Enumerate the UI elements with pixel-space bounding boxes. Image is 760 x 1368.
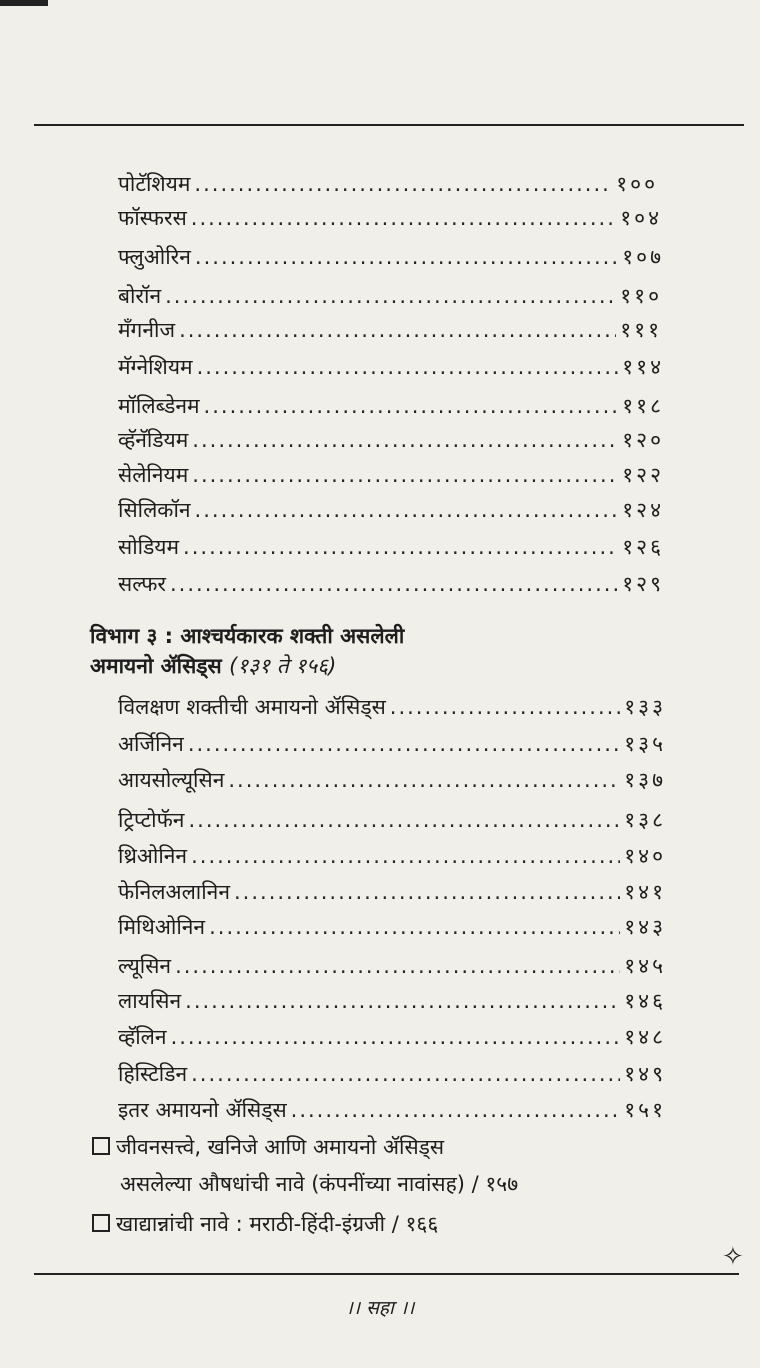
toc-entry <box>118 1023 666 1051</box>
toc-entry-title: फेनिलअलानिन <box>118 880 230 904</box>
leader-dots <box>197 353 619 381</box>
toc-entry <box>118 987 666 1015</box>
toc-entry <box>118 570 664 598</box>
toc-entry-title: मॉलिब्डेनम <box>118 394 200 418</box>
toc-entry <box>118 952 666 980</box>
section-heading-text: अमायनो ॲसिड्स <box>90 654 222 678</box>
toc-entry-page: १३५ <box>624 732 666 756</box>
star-ornament-icon: ✧ <box>722 1242 744 1272</box>
leader-dots <box>191 204 616 232</box>
toc-entry-title: विलक्षण शक्तीची अमायनो ॲसिड्स <box>118 695 386 719</box>
toc-entry <box>118 1096 666 1124</box>
toc-entry-title: थ्रिओनिन <box>118 844 188 868</box>
toc-entry-title: मँगनीज <box>118 318 176 342</box>
toc-entry <box>118 878 666 906</box>
appendix-item-text: जीवनसत्त्वे, खनिजे आणि अमायनो ॲसिड्स <box>116 1135 445 1159</box>
leader-dots <box>234 878 620 906</box>
toc-entry-title: सेलेनियम <box>118 463 189 487</box>
toc-entry <box>118 392 664 420</box>
appendix-item-medicines-line2: असलेल्या औषधांची नावे (कंपनींच्या नावांसह) / १५७ <box>120 1172 519 1196</box>
leader-dots <box>191 842 620 870</box>
toc-entry-title: अर्जिनिन <box>118 732 184 756</box>
toc-entry-title: मॅग्नेशियम <box>118 355 193 379</box>
toc-entry <box>118 461 664 489</box>
leader-dots <box>171 1023 621 1051</box>
toc-entry <box>118 243 664 271</box>
toc-entry-title: लायसिन <box>118 989 182 1013</box>
leader-dots <box>195 243 618 271</box>
toc-entry-page: ११४ <box>622 355 664 379</box>
toc-entry-page: १४३ <box>624 915 666 939</box>
toc-entry <box>118 913 666 941</box>
leader-dots <box>179 316 616 344</box>
appendix-item-food-names <box>92 1210 438 1238</box>
toc-entry <box>118 766 666 794</box>
leader-dots <box>228 766 620 794</box>
checkbox-square-icon <box>92 1137 110 1155</box>
appendix-item-text: खाद्यान्नांची नावे : मराठी-हिंदी-इंग्रजी / १६६ <box>116 1212 439 1236</box>
leader-dots <box>209 913 620 941</box>
toc-entry <box>118 730 666 758</box>
leader-dots <box>170 570 618 598</box>
toc-entry-title: सिलिकॉन <box>118 498 191 522</box>
toc-entry <box>118 170 658 198</box>
toc-entry-page: ११८ <box>622 394 664 418</box>
toc-entry <box>118 842 666 870</box>
toc-entry <box>118 533 664 561</box>
toc-entry-title: व्हॅलिन <box>118 1025 167 1049</box>
toc-entry-title: इतर अमायनो ॲसिड्स <box>118 1098 287 1122</box>
leader-dots <box>194 170 612 198</box>
toc-entry-page: १२२ <box>622 463 664 487</box>
toc-entry-title: मिथिओनिन <box>118 915 206 939</box>
toc-entry <box>118 282 662 310</box>
leader-dots <box>192 426 618 454</box>
leader-dots <box>188 730 620 758</box>
toc-entry-title: आयसोल्यूसिन <box>118 768 225 792</box>
section-heading-line1: विभाग ३ : आश्चर्यकारक शक्ती असलेली <box>90 624 405 648</box>
toc-entry-page: १५१ <box>624 1098 666 1122</box>
leader-dots <box>191 1060 620 1088</box>
toc-entry-title: ल्यूसिन <box>118 954 172 978</box>
bottom-rule <box>34 1273 739 1275</box>
toc-entry <box>118 496 664 524</box>
toc-entry <box>118 426 664 454</box>
toc-entry-page: १४० <box>624 844 666 868</box>
toc-entry-title: व्हॅनॅडियम <box>118 428 189 452</box>
leader-dots <box>291 1096 621 1124</box>
toc-entry <box>118 693 666 721</box>
leader-dots <box>185 987 620 1015</box>
toc-entry-page: १४८ <box>624 1025 666 1049</box>
toc-entry-title: फॉस्फरस <box>118 206 187 230</box>
section-heading-line2 <box>90 652 336 680</box>
toc-entry-title: बोरॉन <box>118 284 162 308</box>
leader-dots <box>183 533 618 561</box>
toc-entry-page: १०४ <box>620 206 662 230</box>
toc-entry <box>118 353 664 381</box>
leader-dots <box>188 806 620 834</box>
toc-entry-page: १४१ <box>624 880 666 904</box>
leader-dots <box>192 461 618 489</box>
leader-dots <box>165 282 616 310</box>
toc-entry-title: फ्लुओरिन <box>118 245 191 269</box>
toc-entry <box>118 204 662 232</box>
toc-entry-title: सोडियम <box>118 535 180 559</box>
toc-entry-page: ११० <box>620 284 662 308</box>
toc-entry-page: १३८ <box>624 808 666 832</box>
toc-entry-page: १३३ <box>624 695 666 719</box>
toc-entry-page: १३७ <box>624 768 666 792</box>
leader-dots <box>195 496 619 524</box>
toc-entry-page: १२९ <box>622 572 664 596</box>
section-page-range: (१३१ ते १५६) <box>229 654 337 678</box>
toc-entry <box>118 806 666 834</box>
page-number-footer: ।। सहा ।। <box>345 1297 415 1319</box>
toc-entry-page: १२० <box>622 428 664 452</box>
toc-entry-title: सल्फर <box>118 572 166 596</box>
toc-entry-page: १११ <box>620 318 662 342</box>
toc-entry-page: १४५ <box>624 954 666 978</box>
toc-entry-page: १२६ <box>622 535 664 559</box>
toc-entry-title: हिस्टिडिन <box>118 1062 188 1086</box>
toc-entry <box>118 316 662 344</box>
checkbox-square-icon <box>92 1214 110 1232</box>
toc-entry-title: पोटॅशियम <box>118 172 191 196</box>
toc-entry-page: १२४ <box>622 498 664 522</box>
leader-dots <box>390 693 620 721</box>
toc-entry-title: ट्रिप्टोफॅन <box>118 808 185 832</box>
appendix-item-medicines <box>92 1133 444 1161</box>
toc-entry-page: १०० <box>616 172 658 196</box>
page-edge-mark <box>0 0 48 6</box>
toc-entry-page: १०७ <box>622 245 664 269</box>
toc-entry-page: १४६ <box>624 989 666 1013</box>
toc-entry <box>118 1060 666 1088</box>
toc-entry-page: १४९ <box>624 1062 666 1086</box>
leader-dots <box>204 392 619 420</box>
leader-dots <box>175 952 620 980</box>
top-rule <box>34 124 744 126</box>
